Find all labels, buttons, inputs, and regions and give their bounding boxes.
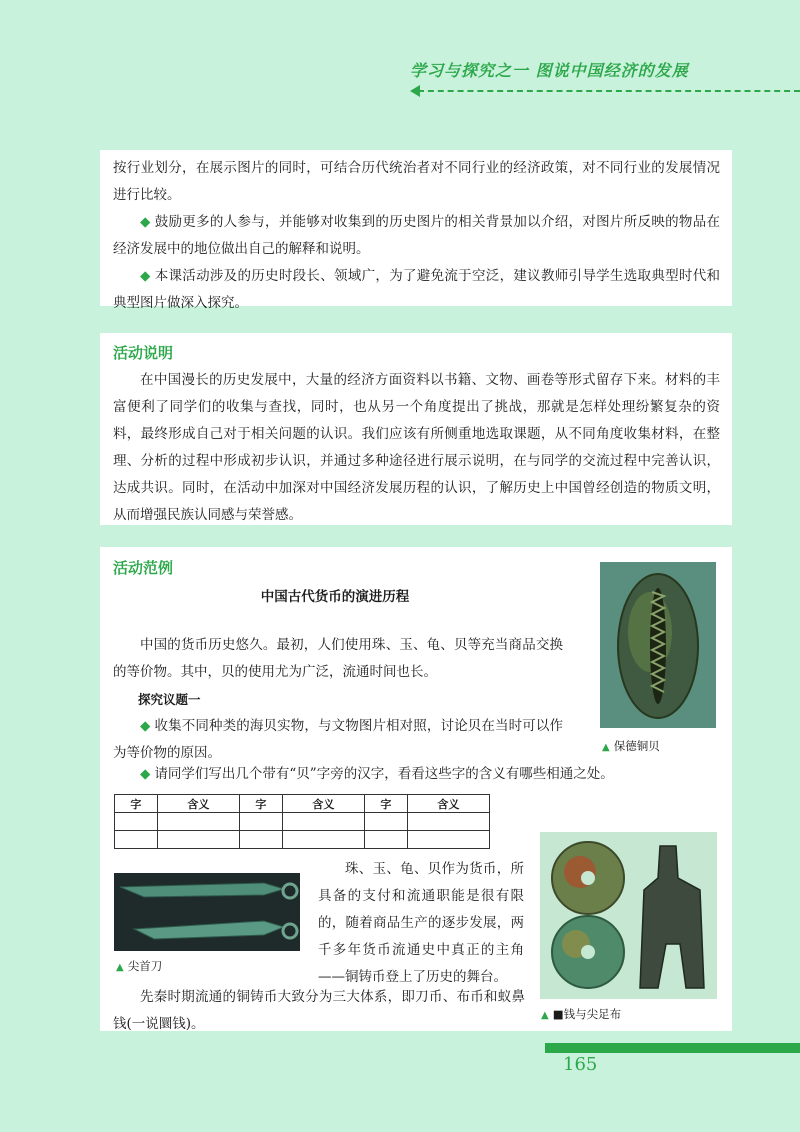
activity-example-title: 活动范例 xyxy=(113,559,174,577)
coins-spade-caption: ▲ ■钱与尖足布 xyxy=(541,1007,622,1021)
activity-description-box xyxy=(100,333,732,525)
article-title: 中国古代货币的演进历程 xyxy=(260,589,410,605)
bronze-coin-systems-paragraph: 先秦时期流通的铜铸币大致分为三大体系，即刀币、布币和蚁鼻钱(一说圜钱)。 xyxy=(113,989,525,1032)
table-header-cell: 含义 xyxy=(407,795,489,813)
teacher-notes-box xyxy=(100,150,732,311)
knife-money-photo xyxy=(114,873,300,951)
triangle-marker-icon: ▲ xyxy=(541,1010,549,1021)
diamond-bullet-icon: ◆ xyxy=(140,766,151,782)
diamond-bullet-icon: ◆ xyxy=(140,718,151,734)
coins-spade-image xyxy=(540,832,717,999)
table-header-cell: 字 xyxy=(364,795,407,813)
notes-paragraph-2: ◆ 鼓励更多的人参与，并能够对收集到的历史图片的相关背景加以介绍，对图片所反映的物品在经济发展中的地位做出自己的解释和说明。 xyxy=(113,214,721,257)
diamond-bullet-icon: ◆ xyxy=(140,268,151,284)
table-header-cell: 字 xyxy=(239,795,282,813)
table-row xyxy=(115,813,490,831)
notes-paragraph-3: ◆ 本课活动涉及的历史时段长、领域广，为了避免流于空泛，建议教师引导学生选取典型时代和典型图片做深入探究。 xyxy=(113,268,721,311)
triangle-marker-icon: ▲ xyxy=(116,962,124,973)
activity-description-title: 活动说明 xyxy=(113,344,174,362)
bullet-item-2: ◆ 请同学们写出几个带有“贝”字旁的汉字，看看这些字的含义有哪些相通之处。 xyxy=(140,766,614,782)
topic-heading: 探究议题一 xyxy=(138,692,201,707)
page-number: 165 xyxy=(563,1054,598,1075)
header-divider xyxy=(418,90,800,92)
activity-description-body: 在中国漫长的历史发展中，大量的经济方面资料以书籍、文物、画卷等形式留存下来。材料的丰富便利了同学们的收集与查找，同时，也从另一个角度提出了挑战，那就是怎样处理纷繁复杂的资料，最终形成自己对于相关问题的认识。我们应该有所侧重地选取课题，从不同角度收集材料，在整理、分析的过程中形成初步认识，并通过多种途径进行展示说明，在与同学的交流过程中完善认识，达成共识。同时，在活动中加深对中国经济发展历程的认识，了解历史上中国曾经创造的物质文明，从而增强民族认同感与荣誉感。 xyxy=(113,372,720,523)
page-footer-bar xyxy=(545,1043,800,1053)
knife-money-image xyxy=(114,873,300,951)
copper-coin-paragraph: 珠、玉、龟、贝作为货币，所具备的支付和流通职能是很有限的，随着商品生产的逐步发展，两千多年货币流通史中真正的主角——铜铸币登上了历史的舞台。 xyxy=(318,861,524,985)
table-header-cell: 含义 xyxy=(157,795,239,813)
table-row xyxy=(115,831,490,849)
bronze-shell-image xyxy=(600,562,716,728)
coins-spade-photo xyxy=(540,832,717,999)
notes-paragraph-1: 按行业划分，在展示图片的同时，可结合历代统治者对不同行业的经济政策，对不同行业的发展情况进行比较。 xyxy=(113,160,720,203)
knife-money-caption: ▲ 尖首刀 xyxy=(116,959,163,973)
example-text-column xyxy=(113,632,563,767)
table-header-cell: 字 xyxy=(115,795,158,813)
character-meaning-table xyxy=(114,794,490,849)
triangle-marker-icon: ▲ xyxy=(602,742,610,753)
bullet-item-1: ◆ 收集不同种类的海贝实物，与文物图片相对照，讨论贝在当时可以作为等价物的原因。 xyxy=(113,718,564,761)
bronze-shell-photo xyxy=(600,562,716,728)
table-header-row xyxy=(115,795,490,813)
page-header-title: 学习与探究之一 图说中国经济的发展 xyxy=(410,61,689,80)
intro-paragraph: 中国的货币历史悠久。最初，人们使用珠、玉、龟、贝等充当商品交换的等价物。其中，贝的使用尤为广泛，流通时间也长。 xyxy=(113,637,563,680)
table-header-cell: 含义 xyxy=(282,795,364,813)
diamond-bullet-icon: ◆ xyxy=(140,214,151,230)
bronze-shell-caption: ▲ 保德铜贝 xyxy=(602,739,660,753)
